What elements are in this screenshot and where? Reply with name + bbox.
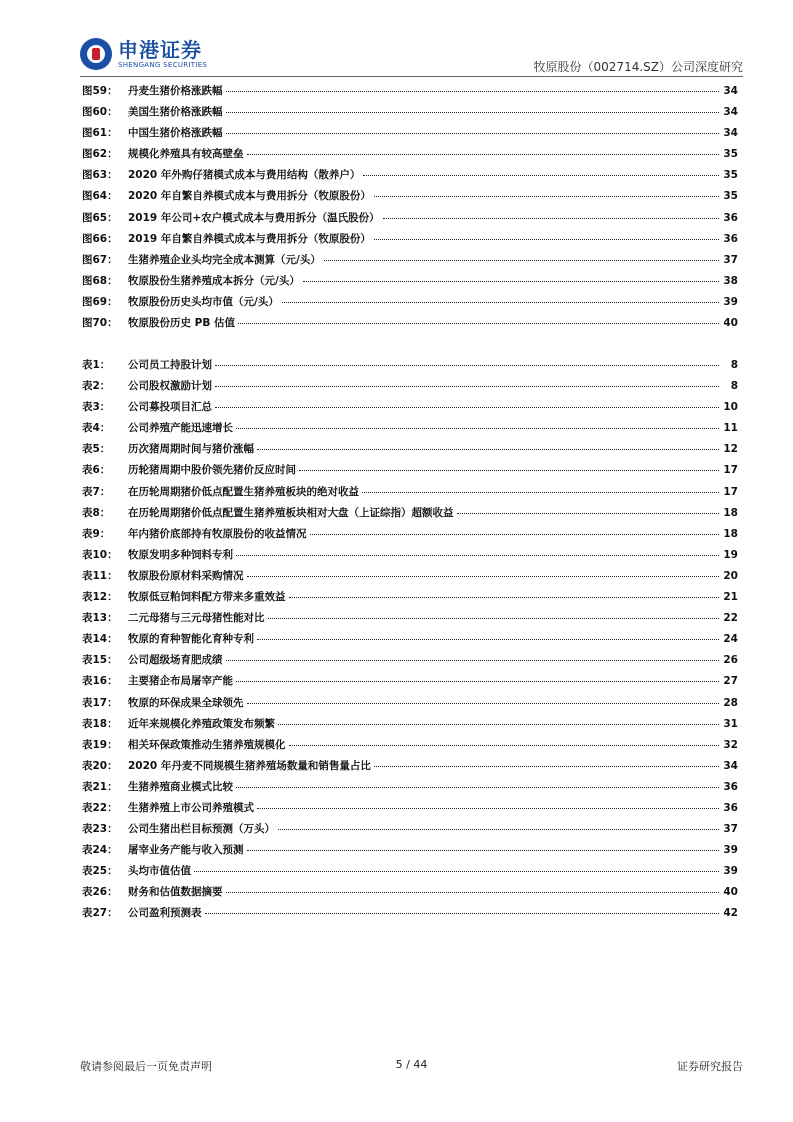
entry-title: 牧原股份原材料采购情况 <box>128 569 244 582</box>
logo-name-en: SHENGANG SECURITIES <box>118 60 208 69</box>
table-list <box>82 357 738 927</box>
entry-page: 20 <box>723 569 738 582</box>
entry-page: 42 <box>723 907 738 920</box>
entry-page: 11 <box>723 422 738 435</box>
entry-label: 表16： <box>82 675 118 688</box>
table-entry[interactable] <box>82 589 738 610</box>
entry-title: 公司养殖产能迅速增长 <box>128 422 233 435</box>
entry-label: 表22： <box>82 801 118 814</box>
table-entry[interactable] <box>82 652 738 673</box>
entry-page: 34 <box>723 85 738 97</box>
entry-title: 主要猪企布局屠宰产能 <box>128 675 233 688</box>
entry-label: 图63： <box>82 169 118 182</box>
entry-title: 牧原低豆粕饲料配方带来多重效益 <box>128 591 286 604</box>
figure-entry[interactable] <box>82 252 738 273</box>
entry-title: 历次猪周期时间与猪价涨幅 <box>128 443 254 456</box>
entry-page: 35 <box>723 169 738 182</box>
entry-title: 生猪养殖企业头均完全成本测算（元/头） <box>128 253 321 266</box>
table-entry[interactable] <box>82 526 738 547</box>
dot-leader <box>226 112 720 113</box>
table-entry[interactable] <box>82 631 738 652</box>
entry-page: 17 <box>723 464 738 477</box>
dot-leader <box>268 618 720 619</box>
entry-page: 34 <box>723 127 738 140</box>
entry-label: 表26： <box>82 886 118 899</box>
dot-leader <box>247 154 720 155</box>
entry-label: 表14： <box>82 633 118 646</box>
entry-title: 生猪养殖商业模式比较 <box>128 780 233 793</box>
dot-leader <box>303 281 719 282</box>
dot-leader <box>215 407 719 408</box>
entry-title: 屠宰业务产能与收入预测 <box>128 844 244 857</box>
table-entry[interactable] <box>82 399 738 420</box>
entry-title: 近年来规模化养殖政策发布频繁 <box>128 717 275 730</box>
entry-label: 表11： <box>82 569 118 582</box>
dot-leader <box>278 724 719 725</box>
entry-title: 公司生猪出栏目标预测（万头） <box>128 823 275 836</box>
entry-page: 36 <box>723 801 738 814</box>
table-entry[interactable] <box>82 863 738 884</box>
table-entry[interactable] <box>82 821 738 842</box>
entry-label: 表1： <box>82 359 111 371</box>
company-logo <box>80 38 207 70</box>
table-entry[interactable] <box>82 505 738 526</box>
table-entry[interactable] <box>82 610 738 631</box>
entry-title: 中国生猪价格涨跌幅 <box>128 127 223 140</box>
entry-label: 图68： <box>82 274 118 287</box>
entry-label: 图59： <box>82 85 118 97</box>
entry-label: 表6： <box>82 464 111 477</box>
logo-name-cn: 申港证券 <box>118 37 202 62</box>
dot-leader <box>238 323 719 324</box>
page-header <box>0 0 793 80</box>
table-entry[interactable] <box>82 568 738 589</box>
entry-label: 表20： <box>82 759 118 772</box>
entry-title: 相关环保政策推动生猪养殖规模化 <box>128 738 286 751</box>
table-entry[interactable] <box>82 800 738 821</box>
entry-label: 图62： <box>82 148 118 161</box>
entry-title: 2020 年外购仔猪模式成本与费用结构（散养户） <box>128 169 361 182</box>
entry-page: 36 <box>723 780 738 793</box>
entry-page: 38 <box>723 274 738 287</box>
entry-page: 22 <box>723 612 738 625</box>
dot-leader <box>215 386 719 387</box>
entry-label: 图66： <box>82 232 118 245</box>
table-entry[interactable] <box>82 779 738 800</box>
entry-label: 图61： <box>82 127 118 140</box>
figure-entry[interactable] <box>82 104 738 125</box>
entry-label: 图60： <box>82 106 118 119</box>
entry-page: 39 <box>723 865 738 878</box>
entry-page: 40 <box>723 886 738 899</box>
entry-title: 头均市值估值 <box>128 865 191 878</box>
dot-leader <box>205 913 720 914</box>
entry-label: 表18： <box>82 717 118 730</box>
figure-entry[interactable] <box>82 188 738 209</box>
figure-entry[interactable] <box>82 315 738 336</box>
table-entry[interactable] <box>82 378 738 399</box>
dot-leader <box>363 175 719 176</box>
entry-label: 表27： <box>82 907 118 920</box>
entry-page: 37 <box>723 823 738 836</box>
entry-page: 19 <box>723 548 738 561</box>
entry-page: 26 <box>723 654 738 667</box>
entry-label: 表3： <box>82 401 111 414</box>
dot-leader <box>247 703 720 704</box>
entry-label: 表24： <box>82 844 118 857</box>
entry-page: 34 <box>723 759 738 772</box>
disclaimer-note: 敬请参阅最后一页免责声明 <box>80 1060 212 1073</box>
dot-leader <box>457 513 720 514</box>
entry-title: 财务和估值数据摘要 <box>128 886 223 899</box>
table-entry[interactable] <box>82 547 738 568</box>
dot-leader <box>226 892 720 893</box>
entry-title: 美国生猪价格涨跌幅 <box>128 106 223 119</box>
dot-leader <box>226 660 720 661</box>
entry-label: 表2： <box>82 380 111 393</box>
header-divider <box>80 76 743 77</box>
page-number: 5 / 44 <box>395 1058 428 1071</box>
dot-leader <box>324 260 719 261</box>
entry-label: 表9： <box>82 527 111 540</box>
entry-title: 牧原股份历史 PB 估值 <box>128 317 236 330</box>
table-entry[interactable] <box>82 716 738 737</box>
entry-title: 历轮猪周期中股价领先猪价反应时间 <box>128 464 296 477</box>
figure-entry[interactable] <box>82 294 738 315</box>
entry-page: 10 <box>723 401 738 414</box>
dot-leader <box>282 302 719 303</box>
entry-label: 图70： <box>82 317 118 330</box>
entry-page: 36 <box>723 211 738 224</box>
entry-page: 21 <box>723 591 738 604</box>
entry-page: 40 <box>723 317 738 330</box>
dot-leader <box>215 365 719 366</box>
entry-title: 公司超级场育肥成绩 <box>128 654 223 667</box>
entry-label: 表4： <box>82 422 111 435</box>
entry-title: 2020 年丹麦不同规模生猪养殖场数量和销售量占比 <box>128 759 371 772</box>
entry-label: 表7： <box>82 485 111 498</box>
entry-page: 18 <box>723 527 738 540</box>
entry-title: 在历轮周期猪价低点配置生猪养殖板块的绝对收益 <box>128 485 359 498</box>
entry-page: 28 <box>723 696 738 709</box>
figure-entry[interactable] <box>82 83 738 104</box>
logo-text <box>118 39 207 70</box>
entry-label: 表8： <box>82 506 111 519</box>
figure-entry[interactable] <box>82 167 738 188</box>
dot-leader <box>236 555 719 556</box>
entry-page: 37 <box>723 253 738 266</box>
dot-leader <box>247 850 720 851</box>
entry-title: 2020 年自繁自养模式成本与费用拆分（牧原股份） <box>128 190 371 203</box>
entry-label: 表15： <box>82 654 118 667</box>
figure-entry[interactable] <box>82 273 738 294</box>
entry-label: 表10： <box>82 548 118 561</box>
figure-entry[interactable] <box>82 231 738 252</box>
entry-page: 39 <box>723 844 738 857</box>
entry-label: 图64： <box>82 190 118 203</box>
entry-title: 公司盈利预测表 <box>128 907 202 920</box>
table-entry[interactable] <box>82 884 738 905</box>
dot-leader <box>289 597 720 598</box>
entry-label: 表5： <box>82 443 111 456</box>
entry-page: 31 <box>723 717 738 730</box>
entry-label: 图65： <box>82 211 118 224</box>
dot-leader <box>289 745 720 746</box>
entry-page: 34 <box>723 106 738 119</box>
dot-leader <box>236 428 719 429</box>
dot-leader <box>374 196 719 197</box>
entry-title: 生猪养殖上市公司养殖模式 <box>128 801 254 814</box>
entry-label: 表23： <box>82 823 118 836</box>
table-entry[interactable] <box>82 357 738 378</box>
entry-page: 39 <box>723 295 738 308</box>
figure-list <box>82 83 738 336</box>
table-entry[interactable] <box>82 695 738 716</box>
table-entry[interactable] <box>82 441 738 462</box>
table-entry[interactable] <box>82 737 738 758</box>
entry-label: 表19： <box>82 738 118 751</box>
entry-title: 2019 年公司+农户模式成本与费用拆分（温氏股份） <box>128 211 380 224</box>
entry-label: 图67： <box>82 253 118 266</box>
entry-label: 表17： <box>82 696 118 709</box>
entry-page: 17 <box>723 485 738 498</box>
dot-leader <box>310 534 720 535</box>
table-entry[interactable] <box>82 758 738 779</box>
figure-entry[interactable] <box>82 146 738 167</box>
entry-page: 27 <box>723 675 738 688</box>
entry-title: 二元母猪与三元母猪性能对比 <box>128 612 265 625</box>
dot-leader <box>257 639 719 640</box>
dot-leader <box>247 576 720 577</box>
dot-leader <box>226 91 720 92</box>
entry-title: 2019 年自繁自养模式成本与费用拆分（牧原股份） <box>128 232 371 245</box>
entry-title: 牧原股份生猪养殖成本拆分（元/头） <box>128 274 300 287</box>
entry-title: 牧原发明多种饲料专利 <box>128 548 233 561</box>
entry-label: 图69： <box>82 295 118 308</box>
entry-title: 公司员工持股计划 <box>128 359 212 371</box>
dot-leader <box>383 218 719 219</box>
entry-label: 表12： <box>82 591 118 604</box>
entry-title: 在历轮周期猪价低点配置生猪养殖板块相对大盘（上证综指）超额收益 <box>128 506 454 519</box>
report-title: 牧原股份（002714.SZ）公司深度研究 <box>533 60 743 74</box>
dot-leader <box>299 470 719 471</box>
entry-title: 牧原股份历史头均市值（元/头） <box>128 295 279 308</box>
entry-title: 公司股权激励计划 <box>128 380 212 393</box>
table-entry[interactable] <box>82 462 738 483</box>
dot-leader <box>236 681 719 682</box>
dot-leader <box>374 239 719 240</box>
entry-title: 公司募投项目汇总 <box>128 401 212 414</box>
dot-leader <box>374 766 719 767</box>
report-type: 证券研究报告 <box>677 1060 743 1073</box>
table-entry[interactable] <box>82 842 738 863</box>
entry-page: 24 <box>723 633 738 646</box>
entry-title: 规模化养殖具有较高壁垒 <box>128 148 244 161</box>
dot-leader <box>257 449 719 450</box>
dot-leader <box>278 829 719 830</box>
table-entry[interactable] <box>82 905 738 926</box>
entry-title: 牧原的环保成果全球领先 <box>128 696 244 709</box>
entry-page: 8 <box>730 359 738 371</box>
entry-label: 表25： <box>82 865 118 878</box>
entry-title: 年内猪价底部持有牧原股份的收益情况 <box>128 527 307 540</box>
entry-page: 18 <box>723 506 738 519</box>
table-entry[interactable] <box>82 420 738 441</box>
entry-page: 8 <box>730 380 738 393</box>
entry-title: 牧原的育种智能化育种专利 <box>128 633 254 646</box>
entry-page: 32 <box>723 738 738 751</box>
entry-label: 表13： <box>82 612 118 625</box>
entry-page: 36 <box>723 232 738 245</box>
dot-leader <box>226 133 720 134</box>
dot-leader <box>194 871 719 872</box>
dot-leader <box>236 787 719 788</box>
table-entry[interactable] <box>82 484 738 505</box>
logo-icon <box>80 38 112 70</box>
table-entry[interactable] <box>82 673 738 694</box>
entry-page: 35 <box>723 190 738 203</box>
entry-label: 表21： <box>82 780 118 793</box>
entry-page: 35 <box>723 148 738 161</box>
dot-leader <box>257 808 719 809</box>
figure-entry[interactable] <box>82 125 738 146</box>
figure-entry[interactable] <box>82 210 738 231</box>
entry-title: 丹麦生猪价格涨跌幅 <box>128 85 223 97</box>
dot-leader <box>362 492 719 493</box>
entry-page: 12 <box>723 443 738 456</box>
